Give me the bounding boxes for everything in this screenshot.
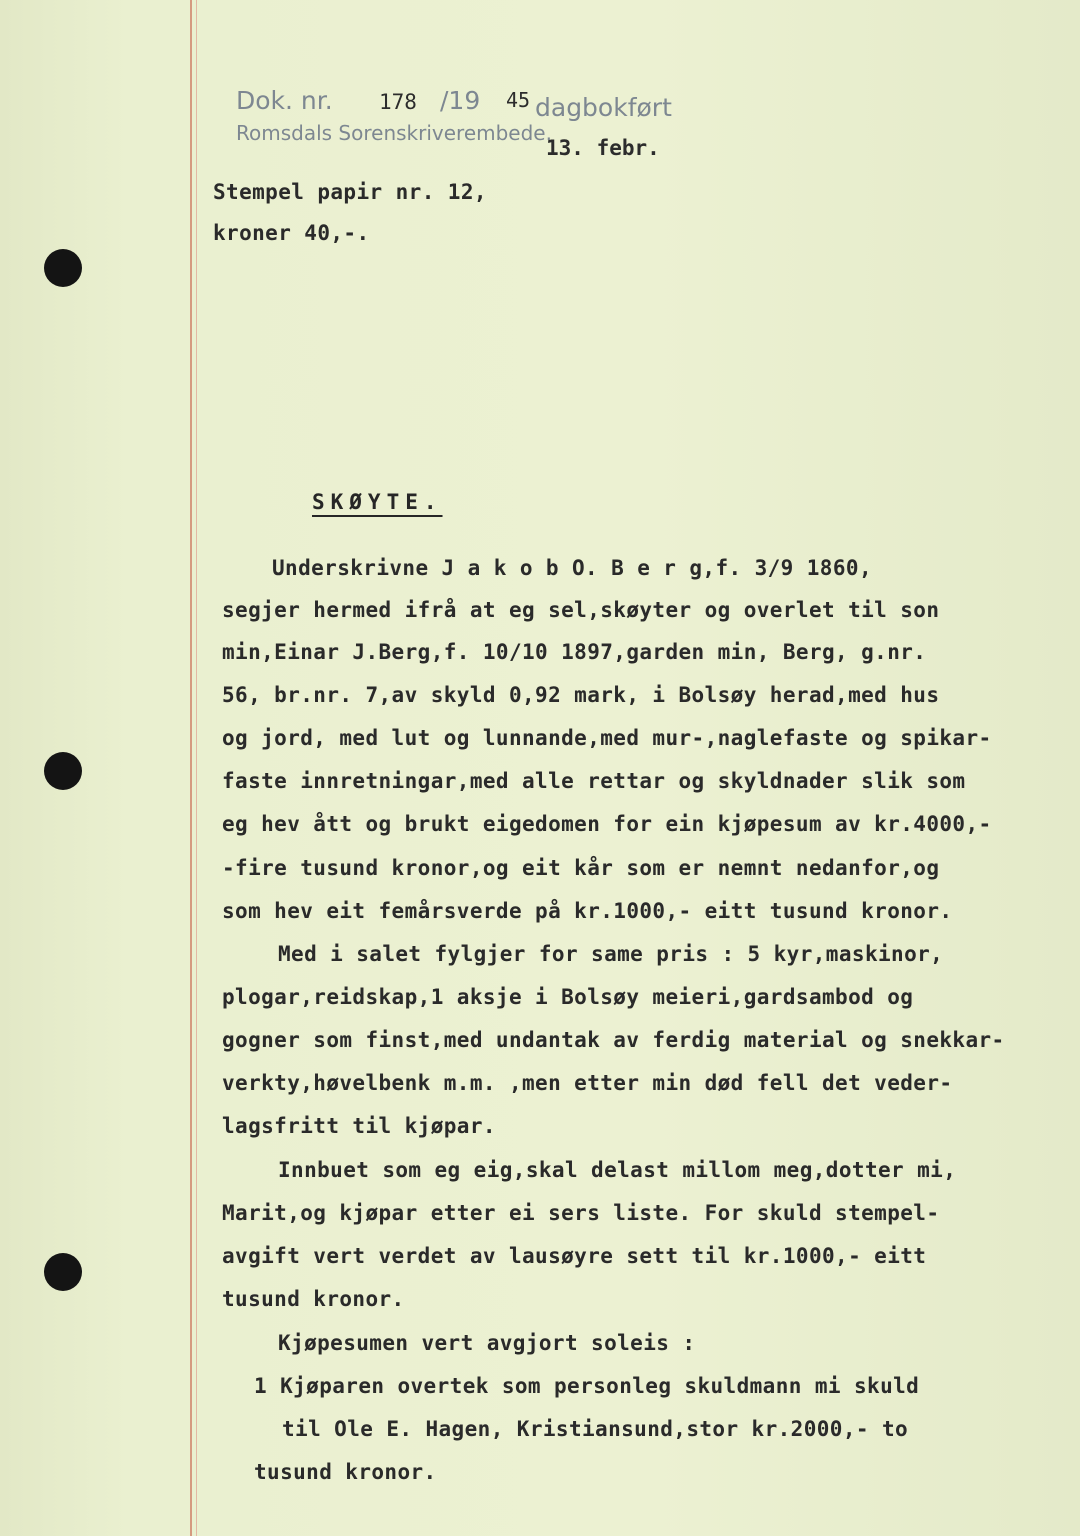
body-line: Kjøpesumen vert avgjort soleis :: [278, 1331, 696, 1355]
stamp-year-prefix: /19: [440, 86, 481, 115]
stamp-dok-label: Dok. nr.: [236, 86, 333, 115]
body-line: eg hev ått og brukt eigedomen for ein kjøpesum av kr.4000,-: [222, 812, 992, 836]
stamp-date: 13. febr.: [546, 136, 660, 160]
body-line: plogar,reidskap,1 aksje i Bolsøy meieri,gardsambod og: [222, 985, 914, 1009]
body-line: -fire tusund kronor,og eit kår som er nemnt nedanfor,og: [222, 856, 940, 880]
body-line: og jord, med lut og lunnande,med mur-,naglefaste og spikar-: [222, 726, 992, 750]
body-line: som hev eit femårsverde på kr.1000,- eitt tusund kronor.: [222, 899, 953, 923]
body-line: faste innretningar,med alle rettar og skyldnader slik som: [222, 769, 966, 793]
margin-line-secondary: [196, 0, 197, 1536]
document-title: SKØYTE.: [312, 490, 443, 514]
body-line: Med i salet fylgjer for same pris : 5 kyr,maskinor,: [278, 942, 944, 966]
body-line: segjer hermed ifrå at eg sel,skøyter og overlet til son: [222, 598, 940, 622]
body-line: Underskrivne J a k o b O. B e r g,f. 3/9 1860,: [272, 556, 872, 580]
stamp-paper-amount: kroner 40,-.: [213, 221, 370, 245]
punch-hole-middle: [44, 752, 82, 790]
body-line: til Ole E. Hagen, Kristiansund,stor kr.2000,- to: [282, 1417, 909, 1441]
punch-hole-top: [44, 249, 82, 287]
stamp-paper-number: Stempel papir nr. 12,: [213, 180, 487, 204]
body-line: tusund kronor.: [222, 1287, 405, 1311]
stamp-year-suffix: 45: [506, 88, 531, 112]
body-line: lagsfritt til kjøpar.: [222, 1114, 496, 1138]
body-line: Innbuet som eg eig,skal delast millom meg,dotter mi,: [278, 1158, 957, 1182]
body-line: min,Einar J.Berg,f. 10/10 1897,garden min, Berg, g.nr.: [222, 640, 927, 664]
body-line: Marit,og kjøpar etter ei sers liste. For skuld stempel-: [222, 1201, 940, 1225]
margin-line: [190, 0, 192, 1536]
stamp-dok-number: 178: [379, 90, 417, 114]
stamp-office: Romsdals Sorenskriverembede.: [236, 121, 552, 145]
body-line: gogner som finst,med undantak av ferdig material og snekkar-: [222, 1028, 1005, 1052]
stamp-dagbokfort: dagbokført: [535, 93, 672, 122]
body-line: avgift vert verdet av lausøyre sett til kr.1000,- eitt: [222, 1244, 927, 1268]
body-line: tusund kronor.: [254, 1460, 437, 1484]
body-line: 56, br.nr. 7,av skyld 0,92 mark, i Bolsøy herad,med hus: [222, 683, 940, 707]
body-line: 1 Kjøparen overtek som personleg skuldmann mi skuld: [254, 1374, 920, 1398]
punch-hole-bottom: [44, 1253, 82, 1291]
body-line: verkty,høvelbenk m.m. ,men etter min død fell det veder-: [222, 1071, 953, 1095]
